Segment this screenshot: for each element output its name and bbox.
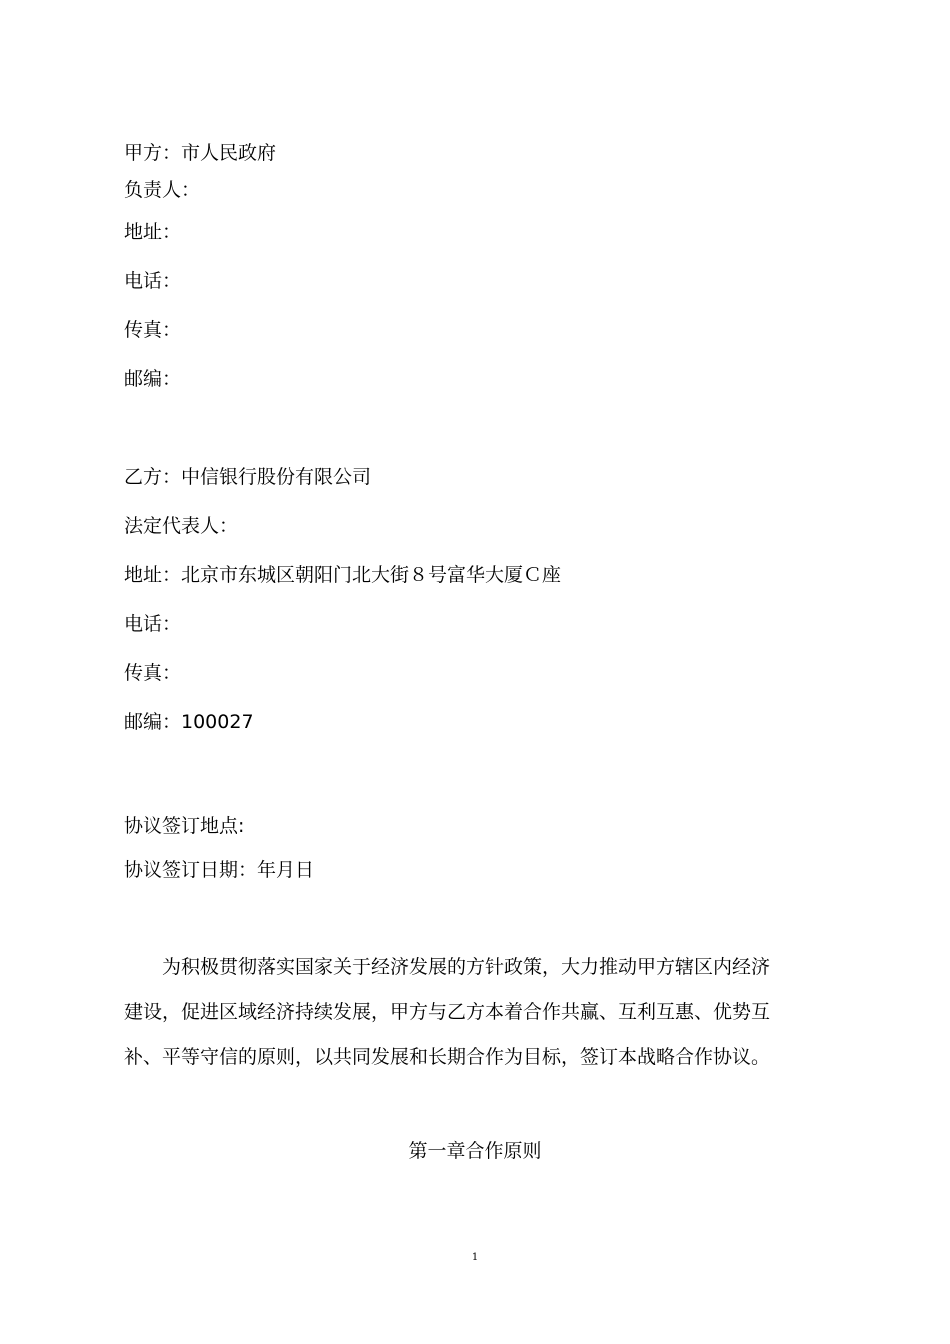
- party-a-address: 地址：: [124, 221, 182, 243]
- party-a-responsible-person: 负责人：: [124, 179, 201, 201]
- party-b-postcode: 邮编：100027: [124, 711, 254, 733]
- party-a-fax: 传真：: [124, 319, 182, 341]
- preamble-paragraph: [124, 945, 824, 1080]
- party-b-address: 地址：北京市东城区朝阳门北大街８号富华大厦Ｃ座: [124, 564, 562, 586]
- preamble-line: 为积极贯彻落实国家关于经济发展的方针政策，大力推动甲方辖区内经济: [124, 956, 771, 978]
- chapter-heading: 第一章合作原则: [408, 1140, 542, 1162]
- signing-date: 协议签订日期：年月日: [124, 859, 315, 881]
- page-number: 1: [471, 1252, 479, 1263]
- preamble-line: 补、平等守信的原则，以共同发展和长期合作为目标，签订本战略合作协议。: [124, 1046, 771, 1068]
- party-b-name: 乙方：中信银行股份有限公司: [124, 466, 372, 488]
- party-a-phone: 电话：: [124, 270, 182, 292]
- party-b-legal-representative: 法定代表人：: [124, 515, 239, 537]
- party-a-name: 甲方：市人民政府: [124, 142, 277, 164]
- party-a-postcode: 邮编：: [124, 368, 182, 390]
- party-b-fax: 传真：: [124, 662, 182, 684]
- preamble-line: 建设，促进区域经济持续发展，甲方与乙方本着合作共赢、互利互惠、优势互: [124, 1001, 771, 1023]
- party-b-phone: 电话：: [124, 613, 182, 635]
- signing-place: 协议签订地点:: [124, 815, 245, 837]
